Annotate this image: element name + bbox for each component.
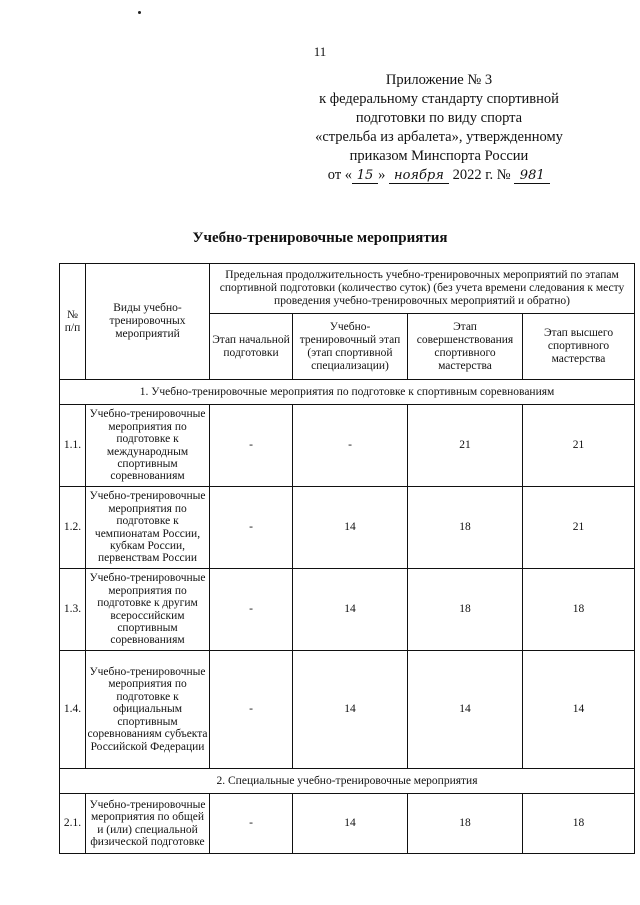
page-number: 11 bbox=[313, 44, 327, 59]
row-name: Учебно-тренировочные мероприятия по подготовке к официальным спортивным соревнованиям субъекта Российской Федерации bbox=[86, 651, 210, 769]
row-value-training: 14 bbox=[293, 651, 408, 769]
row-value-improvement: 21 bbox=[408, 405, 523, 487]
header-stage-training: Учебно-тренировочный этап (этап спортивной специализации) bbox=[293, 314, 408, 380]
appendix-line-5: приказом Минспорта России bbox=[349, 148, 529, 164]
row-value-higher: 21 bbox=[523, 405, 635, 487]
date-mid: » bbox=[378, 167, 386, 183]
row-num: 1.4. bbox=[60, 651, 86, 769]
row-value-initial: - bbox=[210, 794, 293, 854]
row-value-higher: 21 bbox=[523, 487, 635, 569]
appendix-line-3: подготовки по виду спорта bbox=[355, 110, 523, 126]
header-kinds: Виды учебно-тренировочных мероприятий bbox=[86, 264, 210, 380]
section-row bbox=[60, 769, 635, 794]
appendix-date-line bbox=[274, 166, 604, 185]
row-value-higher: 14 bbox=[523, 651, 635, 769]
header-num: № п/п bbox=[60, 264, 86, 380]
row-name: Учебно-тренировочные мероприятия по общей и (или) специальной физической подготовке bbox=[86, 794, 210, 854]
document-title: Учебно-тренировочные мероприятия bbox=[192, 230, 448, 246]
row-value-improvement: 14 bbox=[408, 651, 523, 769]
row-value-initial: - bbox=[210, 405, 293, 487]
row-num: 1.3. bbox=[60, 569, 86, 651]
events-table bbox=[59, 263, 635, 854]
row-value-improvement: 18 bbox=[408, 487, 523, 569]
appendix-line-4: «стрельба из арбалета», утвержденному bbox=[315, 129, 563, 145]
row-value-training: 14 bbox=[293, 487, 408, 569]
header-stage-improvement: Этап совершенствования спортивного мастерства bbox=[408, 314, 523, 380]
row-num: 2.1. bbox=[60, 794, 86, 854]
date-month-handwritten: ноября bbox=[389, 168, 449, 184]
header-max-duration: Предельная продолжительность учебно-тренировочных мероприятий по этапам спортивной подготовки (количество суток) (без учета времени следования к месту проведения учебно-тренировочных мероприятий и обратно) bbox=[210, 264, 635, 314]
row-value-initial: - bbox=[210, 651, 293, 769]
table-header-row bbox=[60, 264, 635, 314]
date-day-handwritten: 15 bbox=[352, 168, 378, 184]
row-name: Учебно-тренировочные мероприятия по подготовке к чемпионатам России, кубкам России, первенствам России bbox=[86, 487, 210, 569]
section-row bbox=[60, 380, 635, 405]
appendix-block bbox=[274, 71, 604, 185]
row-value-improvement: 18 bbox=[408, 569, 523, 651]
table-row bbox=[60, 569, 635, 651]
date-year: 2022 г. № bbox=[452, 167, 511, 183]
scan-speck bbox=[138, 11, 141, 14]
row-value-training: 14 bbox=[293, 569, 408, 651]
table-row bbox=[60, 405, 635, 487]
row-value-improvement: 18 bbox=[408, 794, 523, 854]
header-stage-higher: Этап высшего спортивного мастерства bbox=[523, 314, 635, 380]
header-stage-initial: Этап начальной подготовки bbox=[210, 314, 293, 380]
row-num: 1.2. bbox=[60, 487, 86, 569]
row-value-initial: - bbox=[210, 569, 293, 651]
row-value-initial: - bbox=[210, 487, 293, 569]
table-row bbox=[60, 487, 635, 569]
row-name: Учебно-тренировочные мероприятия по подготовке к международным спортивным соревнованиям bbox=[86, 405, 210, 487]
row-name: Учебно-тренировочные мероприятия по подготовке к другим всероссийским спортивным соревнованиям bbox=[86, 569, 210, 651]
section-title: 2. Специальные учебно-тренировочные мероприятия bbox=[60, 769, 635, 794]
appendix-line-2: к федеральному стандарту спортивной bbox=[319, 91, 559, 107]
row-value-training: 14 bbox=[293, 794, 408, 854]
order-number-handwritten: 981 bbox=[514, 168, 550, 184]
table-row bbox=[60, 794, 635, 854]
row-value-higher: 18 bbox=[523, 794, 635, 854]
row-value-training: - bbox=[293, 405, 408, 487]
table-row bbox=[60, 651, 635, 769]
appendix-line-1: Приложение № 3 bbox=[385, 72, 493, 88]
date-prefix: от « bbox=[327, 167, 353, 183]
section-title: 1. Учебно-тренировочные мероприятия по подготовке к спортивным соревнованиям bbox=[60, 380, 635, 405]
row-num: 1.1. bbox=[60, 405, 86, 487]
row-value-higher: 18 bbox=[523, 569, 635, 651]
